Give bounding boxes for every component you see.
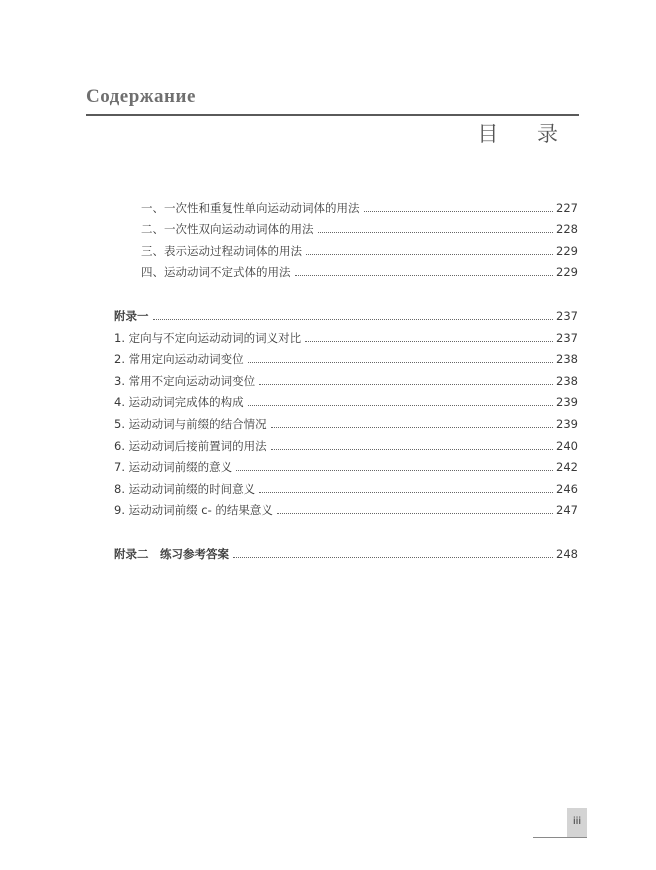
toc-heading-page: 248: [556, 547, 578, 561]
toc-entry[interactable]: [114, 330, 578, 346]
toc-entry-page: 246: [556, 482, 578, 496]
toc-entry-label: 3. 常用不定向运动动词变位: [114, 374, 256, 388]
dot-leader: [248, 405, 553, 406]
toc-heading-page: 237: [556, 309, 578, 323]
toc-entry[interactable]: [114, 416, 578, 432]
toc-entry[interactable]: [114, 481, 578, 497]
toc-heading-appendix-1[interactable]: [114, 308, 578, 324]
dot-leader: [295, 275, 554, 276]
toc-entry[interactable]: [114, 351, 578, 367]
page-number: iii: [572, 816, 582, 827]
toc-entry[interactable]: [114, 394, 578, 410]
toc-entry[interactable]: [114, 438, 578, 454]
dot-leader: [271, 449, 553, 450]
toc-entry[interactable]: [114, 502, 578, 518]
toc-entry-page: 229: [556, 265, 578, 279]
toc-entry-page: 247: [556, 503, 578, 517]
dot-leader: [271, 427, 553, 428]
toc-entry-label: 三、表示运动过程动词体的用法: [141, 244, 302, 258]
footer-rule: [533, 837, 587, 838]
dot-leader: [277, 513, 553, 514]
toc-entry[interactable]: [114, 459, 578, 475]
russian-title: Содержание: [86, 86, 196, 107]
toc-entry-label: 四、运动动词不定式体的用法: [141, 265, 291, 279]
toc-entry-label: 8. 运动动词前缀的时间意义: [114, 482, 256, 496]
toc-heading-appendix-2[interactable]: [114, 546, 578, 562]
toc-entry-label: 9. 运动动词前缀 с- 的结果意义: [114, 503, 273, 517]
toc-entry[interactable]: [141, 243, 578, 259]
toc-entry-label: 6. 运动动词后接前置词的用法: [114, 439, 267, 453]
dot-leader: [364, 211, 554, 212]
dot-leader: [259, 492, 553, 493]
toc-entry-page: 240: [556, 439, 578, 453]
toc-entry[interactable]: [141, 221, 578, 237]
toc-entry-page: 242: [556, 460, 578, 474]
toc-entry-label: 7. 运动动词前缀的意义: [114, 460, 233, 474]
dot-leader: [306, 254, 553, 255]
toc-entry-label: 1. 定向与不定向运动动词的词义对比: [114, 331, 302, 345]
toc-entry[interactable]: [141, 200, 578, 216]
toc-entry[interactable]: [141, 264, 578, 280]
toc-entry-page: 228: [556, 222, 578, 236]
chinese-title: 目 录: [477, 122, 574, 146]
header-rule: [86, 114, 579, 116]
toc-entry-label: 2. 常用定向运动动词变位: [114, 352, 244, 366]
dot-leader: [233, 557, 553, 558]
toc-entry-label: 二、一次性双向运动动词体的用法: [141, 222, 314, 236]
toc-entry-page: 239: [556, 417, 578, 431]
toc-entry-label: 4. 运动动词完成体的构成: [114, 395, 244, 409]
dot-leader: [236, 470, 553, 471]
toc-entry-page: 239: [556, 395, 578, 409]
toc-entry-label: 一、一次性和重复性单向运动动词体的用法: [141, 201, 360, 215]
toc-heading-label: 附录二 练习参考答案: [114, 547, 229, 561]
toc-heading-label: 附录一: [114, 309, 149, 323]
dot-leader: [248, 362, 553, 363]
toc-entry[interactable]: [114, 373, 578, 389]
toc-entry-page: 238: [556, 374, 578, 388]
toc-entry-label: 5. 运动动词与前缀的结合情况: [114, 417, 267, 431]
toc-entry-page: 229: [556, 244, 578, 258]
dot-leader: [318, 232, 554, 233]
dot-leader: [305, 341, 553, 342]
dot-leader: [153, 319, 554, 320]
toc-entry-page: 237: [556, 331, 578, 345]
toc-entry-page: 238: [556, 352, 578, 366]
toc-entry-page: 227: [556, 201, 578, 215]
dot-leader: [259, 384, 553, 385]
